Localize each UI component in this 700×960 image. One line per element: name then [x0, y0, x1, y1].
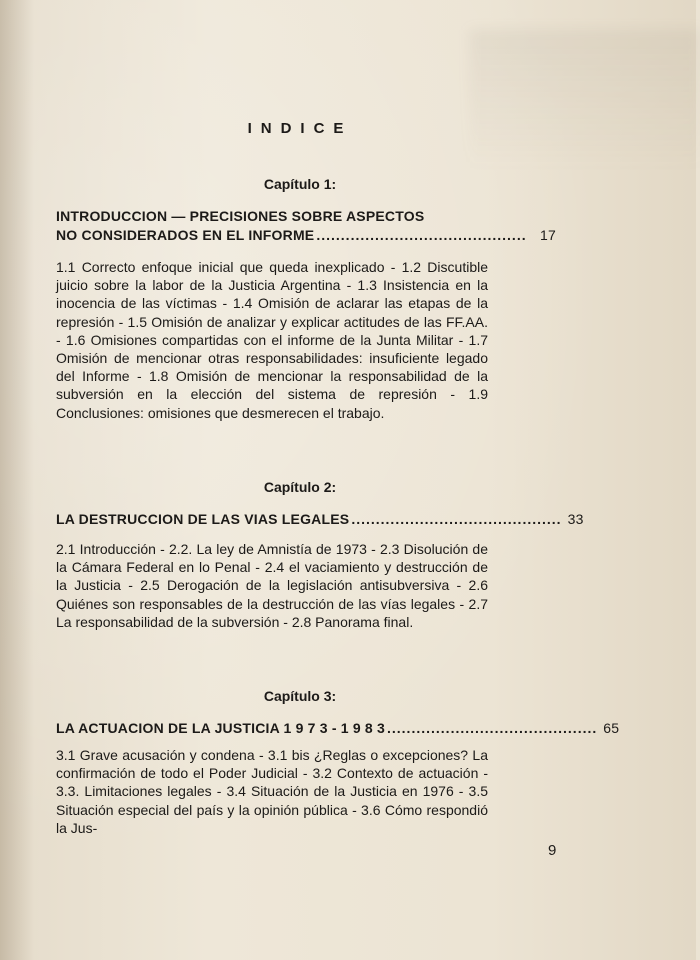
chapter-1-leader-dots: ...........................................	[316, 227, 527, 243]
chapter-3-heading	[56, 719, 620, 738]
chapter-3-leader-dots: ...........................................	[387, 720, 598, 736]
chapter-1-summary: 1.1 Correcto enfoque inicial que queda inexplicado - 1.2 Discutible juicio sobre la labor de la Justicia Argentina - 1.3 Insistencia en la inocencia de las víctimas - 1.4 Omisión de aclarar las etapas de la represión - 1.5 Omisión de analizar y explicar actitudes de las FF.AA. - 1.6 Omisiones compartidas con el informe de la Junta Militar - 1.7 Omisión de mencionar otras responsabilidades: insuficiente legado del Informe - 1.8 Omisión de mencionar la responsabilidad de la subversión en la elección del sistema de represión - 1.9 Conclusiones: omisiones que desmerecen el trabajo.	[56, 259, 488, 421]
chapter-2-page-number: 33	[567, 511, 584, 527]
chapter-2-label: Capítulo 2:	[263, 479, 337, 495]
page-folio-number: 9	[548, 842, 557, 859]
show-through-bleed	[470, 30, 700, 170]
chapter-1-page-number: 17	[540, 227, 556, 243]
chapter-3-label: Capítulo 3:	[263, 688, 337, 704]
chapter-3-page-number: 65	[603, 720, 620, 736]
chapter-3-heading-row	[56, 719, 620, 738]
chapter-1-heading-line2: NO CONSIDERADOS EN EL INFORME	[56, 227, 315, 243]
chapter-1-heading	[56, 207, 556, 245]
chapter-3-summary: 3.1 Grave acusación y condena - 3.1 bis ¿Reglas o excepciones? La confirmación de todo el Poder Judicial - 3.2 Contexto de actuación - 3.3. Limitaciones legales - 3.4 Situación de la Justicia en 1976 - 3.5 Situación especial del país y la opinión pública - 3.6 Cómo respondió la Jus-	[56, 747, 488, 836]
chapter-1-label: Capítulo 1:	[263, 176, 337, 192]
chapter-2-heading	[56, 510, 584, 529]
chapter-3-heading-line1: LA ACTUACION DE LA JUSTICIA 1 9 7 3 - 1 9 8 3	[56, 720, 385, 736]
chapter-2-heading-row	[56, 510, 584, 529]
index-title: INDICE	[247, 120, 353, 137]
chapter-2-leader-dots: ...........................................	[351, 511, 562, 527]
chapter-1-heading-row	[56, 226, 556, 245]
chapter-2-heading-line1: LA DESTRUCCION DE LAS VIAS LEGALES	[56, 511, 350, 527]
chapter-1-heading-line1: INTRODUCCION — PRECISIONES SOBRE ASPECTOS	[56, 208, 425, 224]
chapter-2-summary: 2.1 Introducción - 2.2. La ley de Amnistía de 1973 - 2.3 Disolución de la Cámara Federal en lo Penal - 2.4 el vaciamiento y destrucción de la Justicia - 2.5 Derogación de la legislación antisubversiva - 2.6 Quiénes son responsables de la destrucción de las vías legales - 2.7 La responsabilidad de la subversión - 2.8 Panorama final.	[56, 541, 488, 630]
